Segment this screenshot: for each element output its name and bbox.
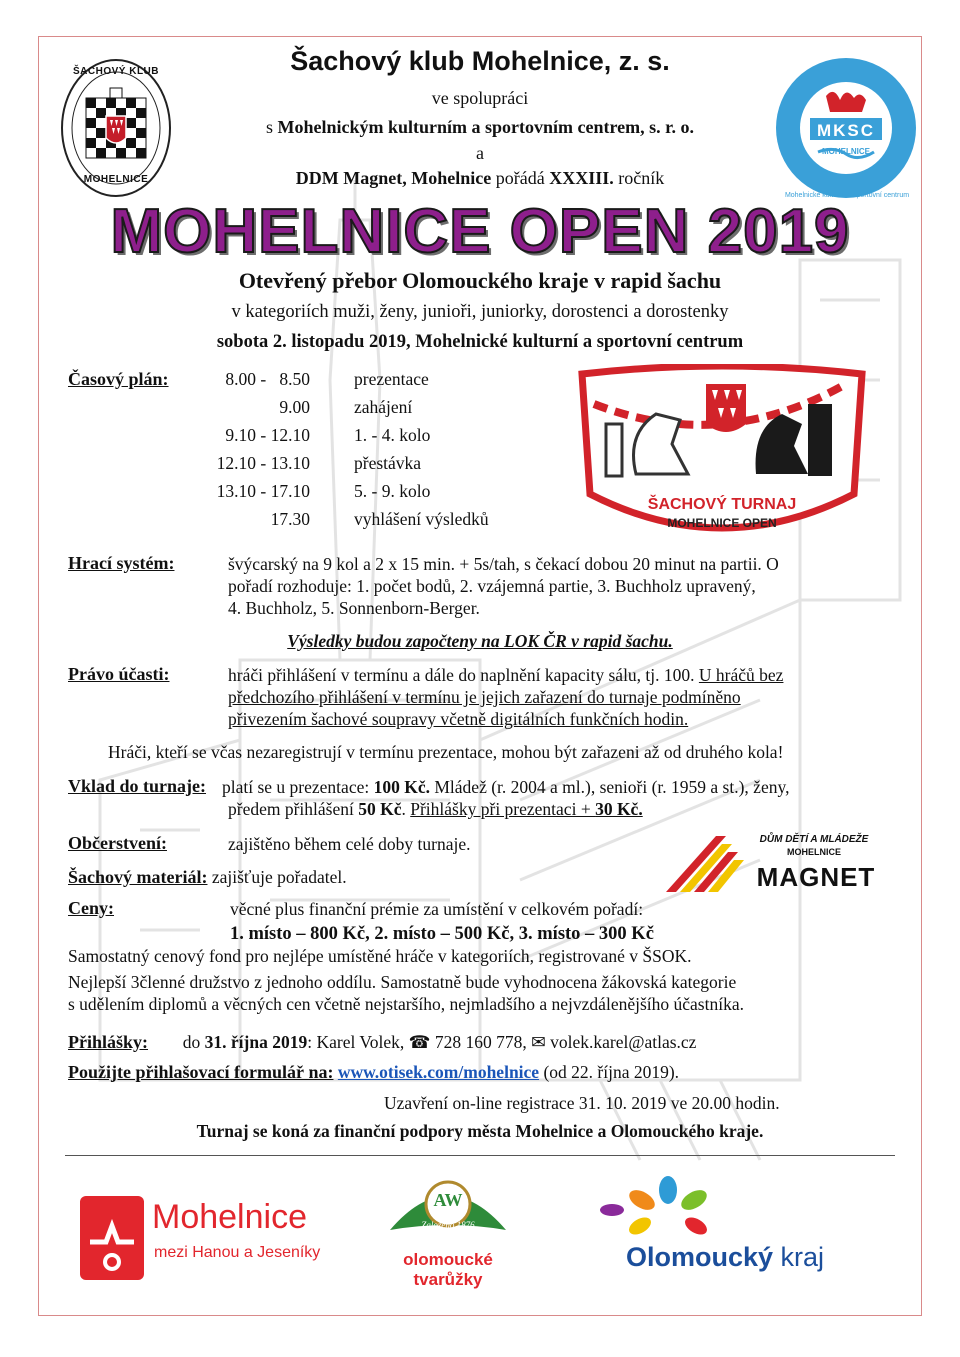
schedule-event: přestávka — [354, 453, 422, 473]
registration-closing: Uzavření on-line registrace 31. 10. 2019 ve 20.00 hodin. — [384, 1093, 780, 1113]
partner-and: a — [476, 143, 484, 163]
fee-onsite-text: Přihlášky při prezentaci + — [410, 799, 596, 819]
phone-icon: ☎ — [408, 1032, 431, 1052]
kraj-name-bold: Olomoucký — [626, 1242, 774, 1272]
participation-capacity: hráči přihlášení v termínu a dále do naplnění kapacity sálu, tj. 100. — [228, 665, 699, 685]
fee-onsite-amount: 30 Kč. — [595, 799, 643, 819]
magnet-logo-name: MAGNET — [756, 862, 876, 892]
tournament-logo-line2: MOHELNICE OPEN — [667, 516, 777, 530]
categories: v kategoriích muži, ženy, junioři, juniorky, dorostenci a dorostenky — [231, 302, 729, 322]
mksc-ring-text: Mohelnické kulturní a sportovní centrum — [784, 192, 910, 199]
fee-intro: platí se u prezentace: — [222, 777, 374, 797]
system-line-1: švýcarský na 9 kol a 2 x 15 min. + 5s/tah, s čekací dobou 20 minut na partii. O — [228, 554, 779, 574]
applications-contact: : Karel Volek, — [307, 1032, 409, 1052]
refreshment-text: zajištěno během celé doby turnaje. — [228, 834, 471, 854]
support-note: Turnaj se koná za finanční podpory města Mohelnice a Olomouckého kraje. — [196, 1121, 764, 1141]
fee-discount-groups: Mládež (r. 2004 a ml.), senioři (r. 1959 a st.), ženy, — [429, 777, 790, 797]
refreshment-label: Občerstvení: — [68, 833, 167, 853]
schedule-time: 9.00 — [279, 397, 310, 417]
date-place: sobota 2. listopadu 2019, Mohelnické kulturní a sportovní centrum — [216, 332, 744, 352]
participation-condition-start: U hráčů bez — [698, 665, 784, 685]
participation-line-2: předchozího přihlášení v termínu je jejich zařazení do turnaje podmíněno — [228, 687, 741, 707]
organizer-name: Šachový klub Mohelnice, z. s. — [290, 46, 670, 76]
tournament-logo-line1: ŠACHOVÝ TURNAJ — [647, 496, 797, 513]
participation-label: Právo účasti: — [68, 664, 170, 684]
form-label: Použijte přihlašovací formulář na: — [68, 1062, 334, 1082]
applications-email[interactable]: volek.karel@atlas.cz — [550, 1032, 697, 1052]
tvaruzky-aw: AW — [433, 1190, 463, 1210]
schedule-time: 9.10 - 12.10 — [225, 425, 310, 445]
magnet-logo-line1: DŮM DĚTÍ A MLÁDEŽE — [759, 834, 869, 845]
partner-mksc: Mohelnickým kulturním a sportovním centrem, s. r. o. — [277, 117, 694, 137]
kraj-name-suffix: kraj — [773, 1242, 825, 1272]
mksc-small-text: MOHELNICE — [822, 147, 870, 156]
prizes-line-1: věcné plus finanční prémie za umístění v celkovém pořadí: — [230, 899, 644, 919]
fee-amount: 100 Kč. — [373, 777, 430, 797]
cooperation-line: ve spolupráci — [431, 88, 529, 108]
applications-label: Přihlášky: — [68, 1032, 149, 1052]
fee-text — [222, 776, 912, 820]
edition-word: ročník — [613, 168, 665, 188]
tvaruzky-founded: Založeno 1876 — [421, 1220, 475, 1230]
applications-line — [68, 1032, 696, 1053]
footer-divider — [65, 1155, 895, 1156]
schedule-event: 5. - 9. kolo — [354, 481, 431, 501]
main-title: MOHELNICE OPEN 2019 — [110, 197, 850, 266]
schedule-time: 17.30 — [270, 509, 310, 529]
partner-line-1 — [0, 117, 960, 138]
mksc-initials: MKSC — [816, 121, 876, 140]
participation-line-1 — [228, 664, 908, 686]
olomoucky-kraj-logo-icon — [592, 1176, 742, 1248]
edition-number: XXXIII. — [549, 168, 614, 188]
prizes-label: Ceny: — [68, 898, 114, 918]
fee-label: Vklad do turnaje: — [68, 776, 207, 796]
prizes-youth: s udělením diplomů a věcných cen včetně nejstaršího, nejmladšího a nejvzdálenějšího účastníka. — [68, 994, 744, 1014]
applications-phone[interactable]: 728 160 778, — [434, 1032, 527, 1052]
schedule-time: 8.00 - 8.50 — [225, 369, 310, 389]
schedule-time: 13.10 - 17.10 — [216, 481, 310, 501]
tvaruzky-name-2: tvarůžky — [413, 1270, 483, 1289]
system-line-2: pořadí rozhoduje: 1. počet bodů, 2. vzájemná partie, 3. Buchholz upravený, — [228, 576, 756, 596]
applications-deadline: 31. října 2019 — [204, 1032, 308, 1052]
mohelnice-logo-tagline: mezi Hanou a Jeseníky — [154, 1244, 321, 1261]
prizes-team: Nejlepší 3členné družstvo z jednoho oddílu. Samostatně bude vyhodnocena žákovská kategorie — [68, 972, 737, 992]
email-icon: ✉ — [531, 1032, 546, 1052]
olomoucky-kraj-logo-name — [626, 1242, 824, 1273]
schedule-time: 12.10 - 13.10 — [216, 453, 310, 473]
fee-discount-amount: 50 Kč — [358, 799, 402, 819]
magnet-logo-line2: MOHELNICE — [787, 847, 841, 857]
partner-line-2 — [0, 168, 960, 189]
participation-text — [228, 664, 908, 730]
prizes-amounts: 1. místo – 800 Kč, 2. místo – 500 Kč, 3. místo – 300 Kč — [230, 924, 654, 944]
mohelnice-logo-icon — [80, 1196, 144, 1280]
fee-line-2 — [222, 798, 912, 820]
fee-preregistered: předem přihlášení — [228, 799, 359, 819]
schedule-event: zahájení — [354, 397, 413, 417]
system-text — [228, 553, 908, 619]
system-line-3: 4. Buchholz, 5. Sonnenborn-Berger. — [228, 598, 480, 618]
material-line — [68, 867, 347, 888]
partner-ddm: DDM Magnet, Mohelnice — [295, 168, 492, 188]
tvaruzky-name-1: olomoucké — [403, 1250, 493, 1269]
lok-note: Výsledky budou započteny na LOK ČR v rapid šachu. — [287, 631, 673, 651]
fee-separator: . — [401, 799, 411, 819]
chess-club-logo-top-text: ŠACHOVÝ KLUB — [72, 66, 159, 77]
fee-line-1 — [222, 776, 912, 798]
registration-link-note: (od 22. října 2019). — [543, 1062, 680, 1082]
schedule-label: Časový plán: — [68, 369, 169, 389]
schedule-event: vyhlášení výsledků — [354, 509, 489, 529]
partner-prefix: s — [265, 117, 278, 137]
schedule-event: prezentace — [354, 369, 429, 389]
applications-pre: do — [182, 1032, 205, 1052]
late-registration-note: Hráči, kteří se včas nezaregistrují v termínu prezentace, mohou být zařazeni až od druhého kola! — [108, 742, 784, 762]
system-label: Hrací systém: — [68, 553, 175, 573]
tvaruzky-logo-icon — [386, 1172, 510, 1252]
subtitle: Otevřený přebor Olomouckého kraje v rapid šachu — [238, 268, 722, 293]
form-line — [68, 1062, 679, 1083]
material-label: Šachový materiál: — [68, 867, 208, 887]
organizes-text: pořádá — [491, 168, 550, 188]
participation-line-3: přivezením šachové soupravy včetně digitálních funkčních hodin. — [228, 709, 689, 729]
schedule-event: 1. - 4. kolo — [354, 425, 431, 445]
mohelnice-logo-name: Mohelnice — [152, 1198, 307, 1236]
registration-link[interactable]: www.otisek.com/mohelnice — [337, 1062, 540, 1082]
material-text: zajišťuje pořadatel. — [207, 867, 347, 887]
chess-club-logo-bottom-text: MOHELNICE — [83, 174, 149, 185]
prizes-category-fund: Samostatný cenový fond pro nejlépe umístěné hráče v kategoriích, registrované v ŠSOK. — [68, 946, 692, 966]
prizes-text — [68, 945, 918, 1015]
